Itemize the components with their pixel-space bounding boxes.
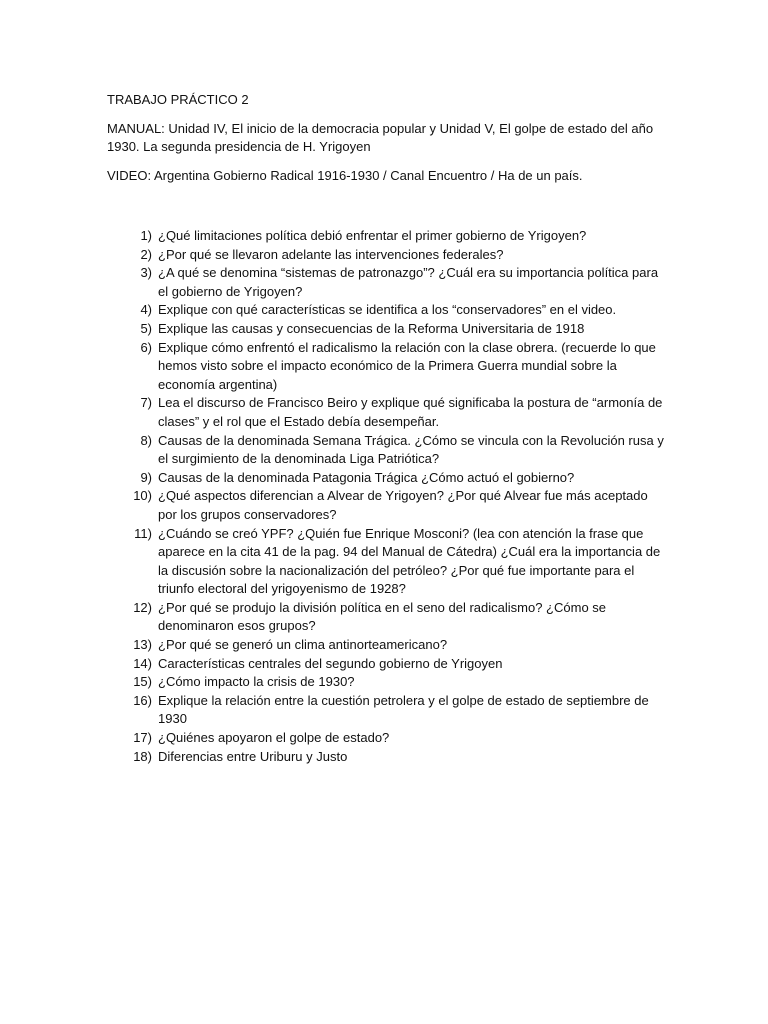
question-number: 6) xyxy=(140,339,152,355)
question-text: Explique con qué características se identifica a los “conservadores” en el video. xyxy=(158,302,617,318)
list-item xyxy=(126,320,666,339)
question-text: ¿Cómo impacto la crisis de 1930? xyxy=(158,674,355,690)
list-item xyxy=(126,748,666,767)
question-text: Explique cómo enfrentó el radicalismo la relación con la clase obrera. (recuerde lo que hemos visto sobre el impacto económico de la Primera Guerra mundial sobre la economía argentina) xyxy=(158,339,656,392)
list-item xyxy=(126,264,666,301)
question-number: 11) xyxy=(134,525,152,541)
question-text: Lea el discurso de Francisco Beiro y explique qué significaba la postura de “armonía de clases” y el rol que el Estado debía desempeñar. xyxy=(158,395,663,429)
question-number: 15) xyxy=(133,674,152,690)
question-text: ¿Qué aspectos diferencian a Alvear de Yrigoyen? ¿Por qué Alvear fue más aceptado por los grupos conservadores? xyxy=(158,488,648,522)
list-item xyxy=(126,636,666,655)
question-text: Diferencias entre Uriburu y Justo xyxy=(158,748,348,764)
question-number: 7) xyxy=(140,395,152,411)
question-text: ¿Por qué se generó un clima antinorteamericano? xyxy=(158,637,448,653)
question-number: 5) xyxy=(140,320,152,336)
question-text: ¿A qué se denomina “sistemas de patronazgo”? ¿Cuál era su importancia política para el gobierno de Yrigoyen? xyxy=(158,265,659,299)
question-number: 9) xyxy=(140,469,152,485)
list-item xyxy=(126,692,666,729)
question-number: 16) xyxy=(133,692,152,708)
list-item xyxy=(126,673,666,692)
question-text: Explique la relación entre la cuestión petrolera y el golpe de estado de septiembre de 1930 xyxy=(158,692,649,727)
list-item xyxy=(126,227,666,246)
list-item xyxy=(126,339,666,395)
question-number: 3) xyxy=(140,265,152,281)
question-text: Causas de la denominada Patagonia Trágica ¿Cómo actuó el gobierno? xyxy=(158,469,575,485)
list-item xyxy=(126,655,666,674)
question-number: 2) xyxy=(140,246,152,262)
list-item xyxy=(126,599,666,636)
question-text: ¿Quiénes apoyaron el golpe de estado? xyxy=(158,730,390,746)
list-item xyxy=(126,246,666,265)
list-item xyxy=(126,525,666,599)
list-item xyxy=(126,469,666,488)
manual-paragraph xyxy=(107,120,667,156)
question-text: ¿Por qué se produjo la división política en el seno del radicalismo? ¿Cómo se denominaron esos grupos? xyxy=(158,599,607,634)
question-text: Explique las causas y consecuencias de la Reforma Universitaria de 1918 xyxy=(158,320,585,336)
list-item xyxy=(126,729,666,748)
list-item xyxy=(126,301,666,320)
question-number: 1) xyxy=(140,228,152,243)
question-number: 18) xyxy=(133,748,152,764)
question-number: 4) xyxy=(140,302,152,318)
question-number: 10) xyxy=(133,488,152,504)
list-item xyxy=(126,394,666,431)
question-number: 13) xyxy=(133,637,152,653)
page-title: TRABAJO PRÁCTICO 2 xyxy=(107,92,249,107)
question-list xyxy=(126,227,666,766)
question-text: ¿Cuándo se creó YPF? ¿Quién fue Enrique Mosconi? (lea con atención la frase que aparece en la cita 41 de la pag. 94 del Manual de Cátedra) ¿Cuál era la importancia de la discusión sobre la nacionalización del petróleo? ¿Por qué fue importante para el triunfo electoral del yrigoyenismo de 1928? xyxy=(158,525,661,597)
question-number: 17) xyxy=(133,730,152,746)
question-number: 8) xyxy=(140,432,152,448)
document-header xyxy=(107,91,667,196)
video-paragraph: VIDEO: Argentina Gobierno Radical 1916-1930 / Canal Encuentro / Ha de un país. xyxy=(107,168,583,183)
manual-text: Unidad IV, El inicio de la democracia popular y Unidad V, El golpe de estado del año 1930. La segunda presidencia de H. Yrigoyen xyxy=(107,121,654,154)
list-item xyxy=(126,432,666,469)
list-item xyxy=(126,487,666,524)
question-number: 12) xyxy=(133,599,152,615)
question-number: 14) xyxy=(133,655,152,671)
question-text: ¿Qué limitaciones política debió enfrentar el primer gobierno de Yrigoyen? xyxy=(158,228,587,243)
question-text: Características centrales del segundo gobierno de Yrigoyen xyxy=(158,655,503,671)
question-text: ¿Por qué se llevaron adelante las intervenciones federales? xyxy=(158,246,504,262)
question-text: Causas de la denominada Semana Trágica. ¿Cómo se vincula con la Revolución rusa y el surgimiento de la denominada Liga Patriótica? xyxy=(158,432,664,467)
manual-label: MANUAL: xyxy=(107,121,165,136)
